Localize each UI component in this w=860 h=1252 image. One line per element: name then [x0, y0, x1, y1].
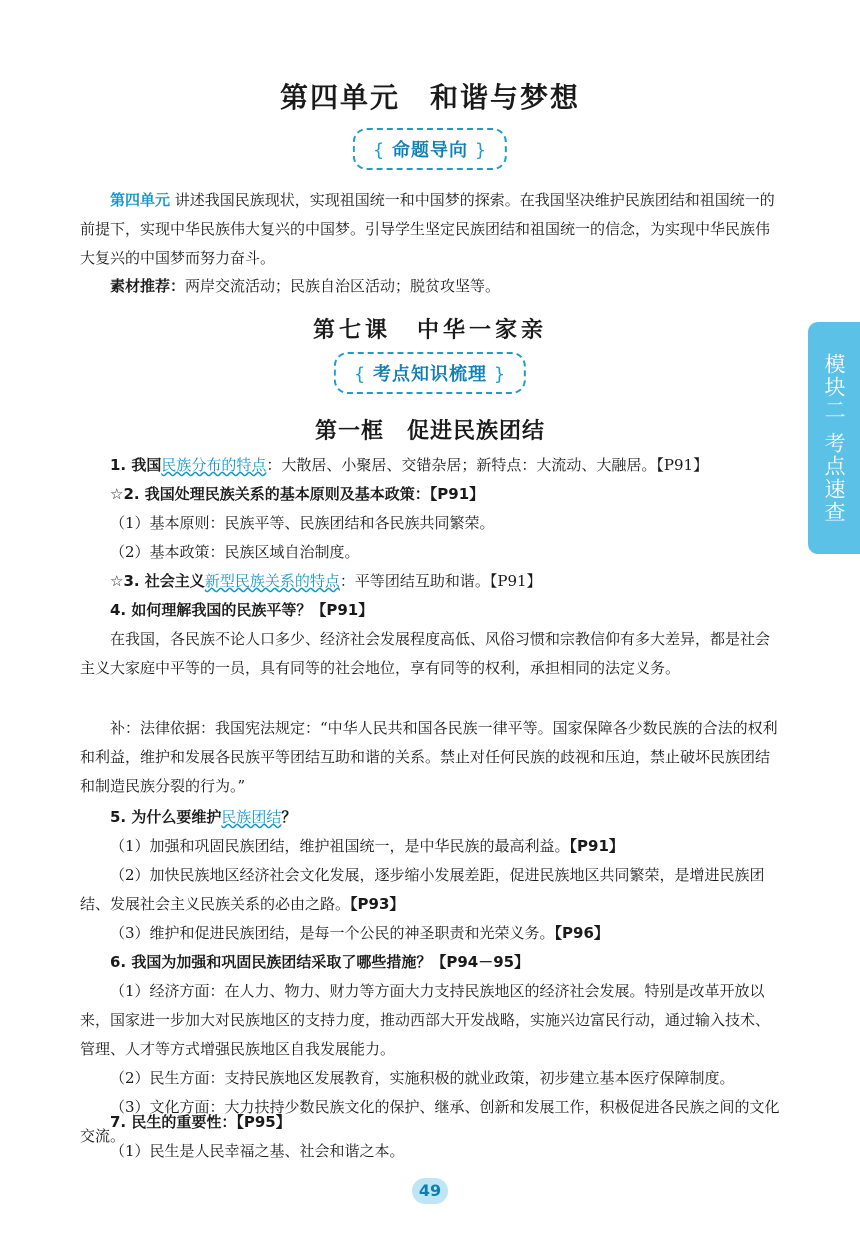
item-5a-text: （1）加强和巩固民族团结，维护祖国统一，是中华民族的最高利益。	[110, 837, 570, 855]
badge-knowledge: { 考点知识梳理 }	[334, 352, 526, 394]
material-paragraph	[80, 272, 780, 301]
item-7: 7. 民生的重要性：【P95】	[110, 1113, 291, 1131]
item-2: ☆2. 我国处理民族关系的基本原则及基本政策：【P91】	[110, 485, 485, 503]
page-number: 49	[412, 1178, 448, 1204]
item-6b: （2）民生方面：支持民族地区发展教育，实施积极的就业政策，初步建立基本医疗保障制度。	[110, 1069, 735, 1087]
lesson-title: 第七课 中华一家亲	[312, 317, 547, 343]
item-2b: （2）基本政策：民族区域自治制度。	[110, 543, 360, 561]
item-3-num: ☆3. 社会主义	[110, 572, 205, 590]
intro-paragraph	[80, 186, 780, 273]
item-5c-text: （3）维护和促进民族团结，是每一个公民的神圣职责和光荣义务。	[110, 924, 555, 942]
item-5-tail: ？	[281, 808, 297, 826]
material-label: 素材推荐：	[110, 277, 186, 295]
badge-orientation: { 命题导向 }	[353, 128, 507, 170]
item-1-colon: ：	[266, 456, 282, 474]
side-tab	[808, 322, 860, 554]
item-1	[80, 451, 780, 480]
item-5a	[80, 832, 780, 861]
material-text: 两岸交流活动；民族自治区活动；脱贫攻坚等。	[185, 277, 501, 295]
item-3-text: 平等团结互助和谐。【P91】	[354, 572, 542, 590]
item-5	[80, 803, 780, 832]
section-title: 第一框 促进民族团结	[314, 419, 545, 444]
item-3	[80, 567, 780, 596]
item-3-keyword: 新型民族关系的特点	[204, 572, 340, 590]
side-tab-bottom: 考点速查	[822, 431, 846, 524]
item-3-colon: ：	[339, 572, 355, 590]
item-6c: （3）文化方面：大力扶持少数民族文化的保护、继承、创新和发展工作，积极促进各民族之间的文化交流。	[80, 1098, 780, 1145]
item-6: 6. 我国为加强和巩固民族团结采取了哪些措施？【P94－95】	[110, 953, 530, 971]
intro-label: 第四单元	[110, 191, 171, 209]
item-2a: （1）基本原则：民族平等、民族团结和各民族共同繁荣。	[110, 514, 495, 532]
item-1-text: 大散居、小聚居、交错杂居；新特点：大流动、大融居。【P91】	[281, 456, 709, 474]
item-4b: 补：法律依据：我国宪法规定：“中华人民共和国各民族一律平等。国家保障各少数民族的合法的权利和利益，维护和发展各民族平等团结互助和谐的关系。禁止对任何民族的歧视和压迫，禁止破坏民族团结和制造民族分裂的行为。”	[80, 719, 778, 795]
item-5b-ref: 【P93】	[350, 895, 405, 913]
badge-orientation-label: 命题导向	[392, 140, 468, 161]
item-6a: （1）经济方面：在人力、物力、财力等方面大力支持民族地区的经济社会发展。特别是改革开放以来，国家进一步加大对民族地区的支持力度，推动西部大开发战略，实施兴边富民行动，通过输入技术、管理、人才等方式增强民族地区自我发展能力。	[80, 982, 771, 1058]
item-5b	[80, 861, 780, 919]
item-1-keyword: 民族分布的特点	[161, 456, 267, 474]
item-4a: 在我国，各民族不论人口多少、经济社会发展程度高低、风俗习惯和宗教信仰有多大差异，都是社会主义大家庭中平等的一员，具有同等的社会地位，享有同等的权利，承担相同的法定义务。	[80, 630, 771, 677]
unit-title: 第四单元 和谐与梦想	[279, 81, 580, 114]
item-5c	[80, 919, 780, 948]
item-5c-ref: 【P96】	[554, 924, 609, 942]
item-5-keyword: 民族团结	[221, 808, 282, 826]
intro-text: 讲述我国民族现状，实现祖国统一和中国梦的探索。在我国坚决维护民族团结和祖国统一的前提下，实现中华民族伟大复兴的中国梦。引导学生坚定民族团结和祖国统一的信念，为实现中华民族伟大复兴的中国梦而努力奋斗。	[80, 191, 775, 267]
side-tab-top: 模块二	[822, 352, 846, 422]
item-5a-ref: 【P91】	[569, 837, 624, 855]
badge-knowledge-label: 考点知识梳理	[373, 364, 487, 385]
item-1-num: 1. 我国	[110, 456, 162, 474]
item-7a: （1）民生是人民幸福之基、社会和谐之本。	[110, 1142, 405, 1160]
item-5-num: 5. 为什么要维护	[110, 808, 222, 826]
item-4: 4. 如何理解我国的民族平等？【P91】	[110, 601, 374, 619]
item-5b-text: （2）加快民族地区经济社会文化发展，逐步缩小发展差距，促进民族地区共同繁荣，是增进民族团结、发展社会主义民族关系的必由之路。	[80, 866, 765, 913]
